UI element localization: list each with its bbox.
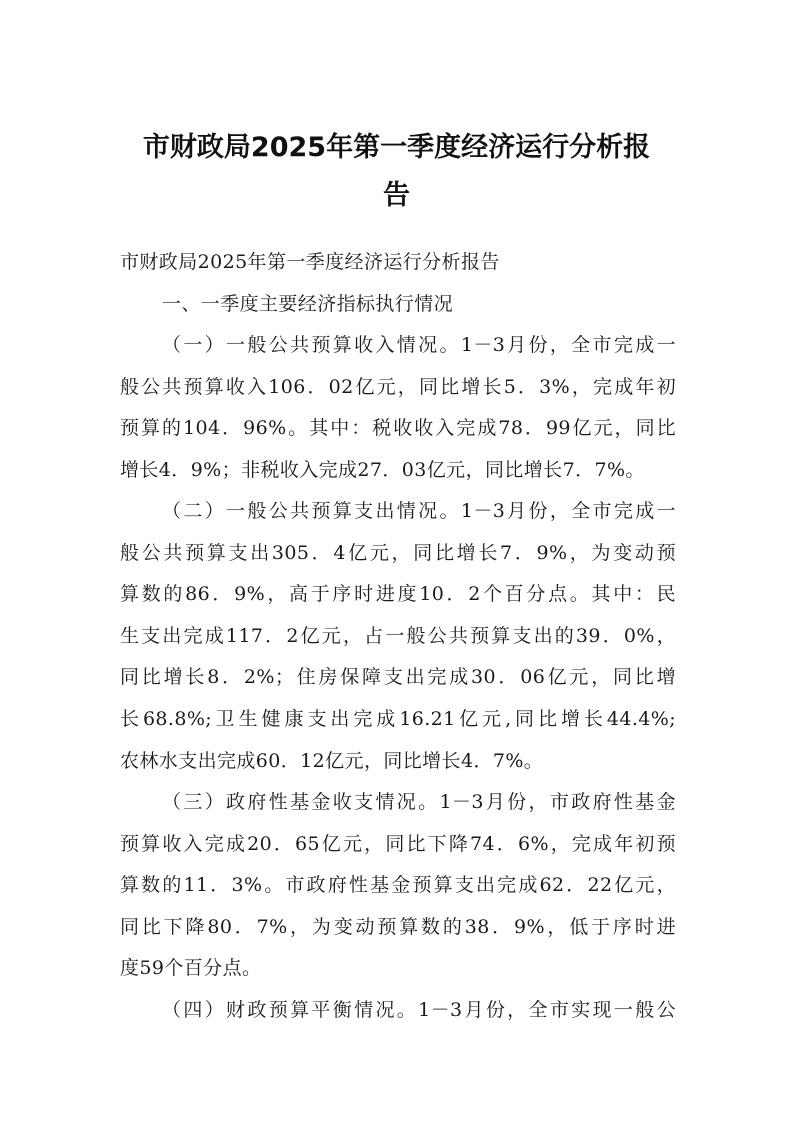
paragraph-line: 预算收入完成20．65亿元，同比下降74．6%，完成年初预	[120, 832, 676, 855]
paragraph-line: （二）一般公共预算支出情况。1－3月份，全市完成一	[162, 500, 676, 522]
section-heading	[120, 284, 676, 326]
paragraph-line: 农林水支出完成60．12亿元，同比增长4．7%。	[120, 749, 544, 772]
paragraph-line: 生支出完成117．2亿元，占一般公共预算支出的39．0%，	[120, 624, 676, 647]
paragraph-line: 算数的86．9%，高于序时进度10．2个百分点。其中：民	[120, 583, 676, 606]
paragraph-line: （一）一般公共预算收入情况。1－3月份，全市完成一	[162, 334, 676, 356]
paragraph-line: 预算的104．96%。其中：税收收入完成78．99亿元，同比	[120, 417, 676, 440]
paragraph-line: 增长4．9%；非税收入完成27．03亿元，同比增长7．7%。	[120, 458, 645, 481]
title-line: 告	[383, 180, 410, 211]
subtitle	[120, 242, 676, 284]
paragraph-balance	[120, 990, 676, 1032]
paragraph-line: 同比下降80．7%，为变动预算数的38．9%，低于序时进	[120, 915, 676, 938]
paragraph-line: （三）政府性基金收支情况。1－3月份，市政府性基金	[162, 791, 676, 813]
paragraph-revenue	[120, 325, 676, 491]
title-line: 市财政局2025年第一季度经济运行分析报	[142, 132, 651, 163]
paragraph-line: （四）财政预算平衡情况。1－3月份，全市实现一般公	[162, 999, 676, 1021]
paragraph-line: 长68.8%;卫生健康支出完成16.21亿元,同比增长44.4%;	[120, 707, 676, 730]
paragraph-fund	[120, 782, 676, 990]
subtitle-text: 市财政局2025年第一季度经济运行分析报告	[120, 251, 500, 273]
paragraph-line: 度59个百分点。	[120, 957, 262, 980]
paragraph-line: 同比增长8．2%；住房保障支出完成30．06亿元，同比增	[120, 666, 676, 689]
section-heading-text: 一、一季度主要经济指标执行情况	[162, 293, 454, 315]
paragraph-line: 般公共预算支出305．4亿元，同比增长7．9%，为变动预	[120, 541, 676, 564]
paragraph-expenditure	[120, 491, 676, 782]
paragraph-line: 般公共预算收入106．02亿元，同比增长5．3%，完成年初	[120, 375, 676, 398]
document-title	[110, 124, 683, 220]
paragraph-line: 算数的11．3%。市政府性基金预算支出完成62．22亿元，	[120, 874, 676, 897]
